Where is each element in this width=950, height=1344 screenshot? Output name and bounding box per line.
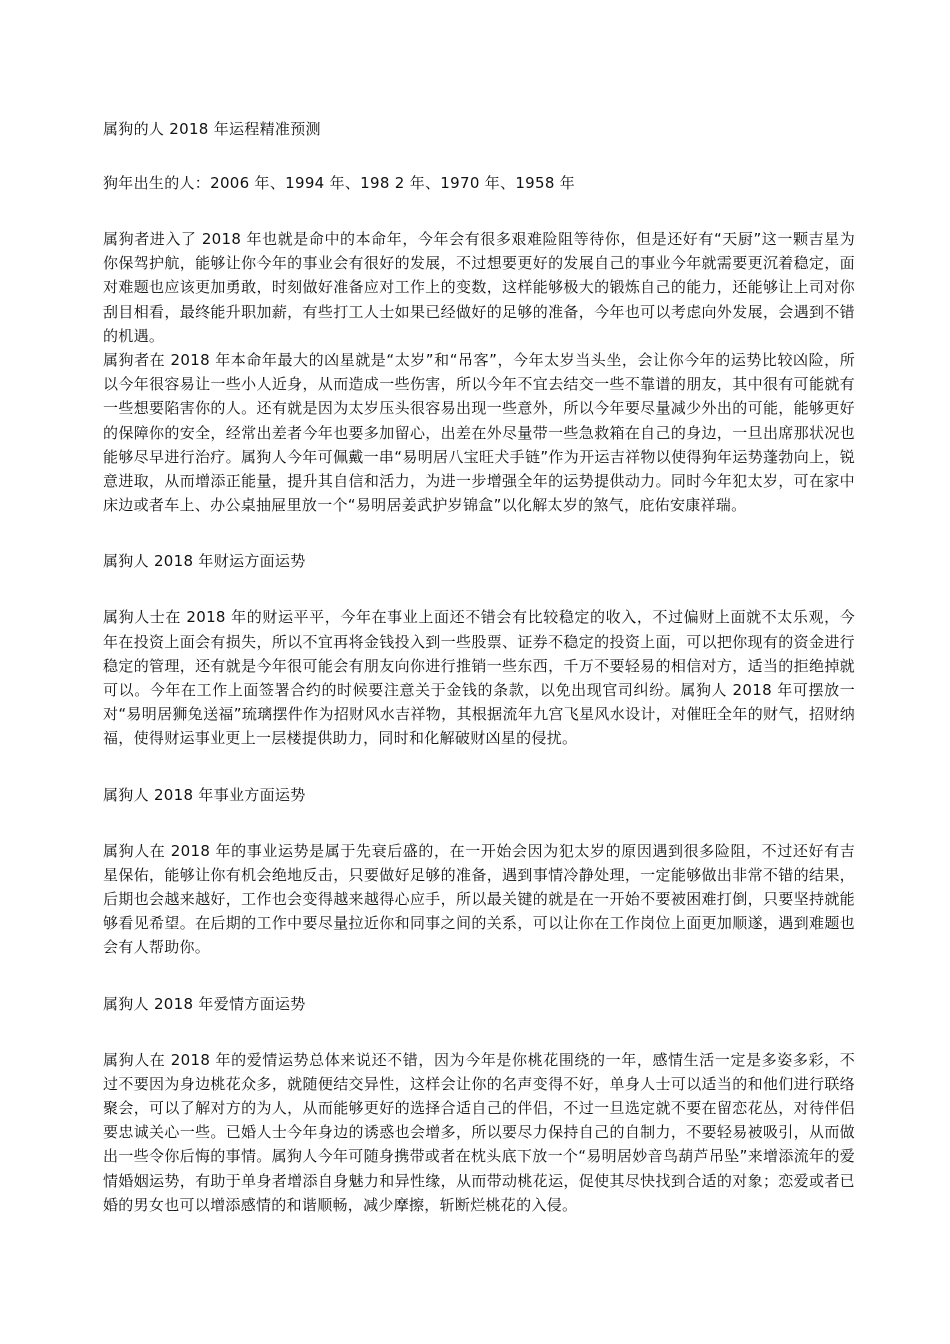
love-heading: 属狗人 2018 年爱情方面运势 <box>103 994 306 1013</box>
spacer <box>103 805 855 839</box>
wealth-paragraph: 属狗人士在 2018 年的财运平平，今年在事业上面还不错会有比较稳定的收入，不过偏财上面就不太乐观，今年在投资上面会有损失，所以不宜再将金钱投入到一些股票、证券不稳定的投资上面，可以把你现有的资金进行稳定的管理，还有就是今年很可能会有朋友向你进行推销一些东西，千万不要轻易的相信对方，适当的拒绝掉就可以。今年在工作上面签署合约的时候要注意关于金钱的条款，以免出现官司纠纷。属狗人 2018 年可摆放一对“易明居狮兔送福”琉璃摆件作为招财风水吉祥物，其根据流年九宫飞星风水设计，对催旺全年的财气，招财纳福，使得财运事业更上一层楼提供助力，同时和化解破财凶星的侵扰。 <box>103 608 855 748</box>
intro-paragraph-2: 属狗者在 2018 年本命年最大的凶星就是“太岁”和“吊客”，今年太岁当头坐，会让你今年的运势比较凶险，所以今年很容易让一些小人近身，从而造成一些伤害，所以今年不宜去结交一些不靠谱的朋友，其中很有可能就有一些想要陷害你的人。还有就是因为太岁压头很容易出现一些意外，所以今年要尽量减少外出的可能，能够更好的保障你的安全，经常出差者今年也要多加留心，出差在外尽量带一些急救箱在自己的身边，一旦出席那状况也能够尽早进行治疗。属狗人今年可佩戴一串“易明居八宝旺犬手链”作为开运吉祥物以使得狗年运势蓬勃向上，锐意进取，从而增添正能量，提升其自信和活力，为进一步增强全年的运势提供动力。同时今年犯太岁，可在家中床边或者车上、办公桌抽屉里放一个“易明居姜武护岁锦盒”以化解太岁的煞气，庇佑安康祥瑞。 <box>103 351 855 515</box>
career-heading: 属狗人 2018 年事业方面运势 <box>103 785 306 804</box>
wealth-heading: 属狗人 2018 年财运方面运势 <box>103 552 306 571</box>
love-paragraph: 属狗人在 2018 年的爱情运势总体来说还不错，因为今年是你桃花围绕的一年，感情生活一定是多姿多彩，不过不要因为身边桃花众多，就随便结交异性，这样会让你的名声变得不好，单身人士可以适当的和他们进行联络聚会，可以了解对方的为人，从而能够更好的选择合适自己的伴侣，不过一旦选定就不要在留恋花丛，对待伴侣要忠诚关心一些。已婚人士今年身边的诱惑也会增多，所以要尽力保持自己的自制力，不要轻易被吸引，从而做出一些令你后悔的事情。属狗人今年可随身携带或者在枕头底下放一个“易明居妙音鸟葫芦吊坠”来增添流年的爱情婚姻运势，有助于单身者增添自身魅力和异性缘，从而带动桃花运，促使其尽快找到合适的对象；恋爱或者已婚的男女也可以增添感情的和谐顺畅，减少摩擦，斩断烂桃花的入侵。 <box>103 1050 855 1214</box>
birth-years-line: 狗年出生的人：2006 年、1994 年、198 2 年、1970 年、1958 年 <box>103 174 576 192</box>
document-body <box>103 119 855 1217</box>
spacer <box>103 193 855 227</box>
spacer <box>103 960 855 994</box>
career-paragraph: 属狗人在 2018 年的事业运势是属于先衰后盛的，在一开始会因为犯太岁的原因遇到很多险阻，不过还好有吉星保佑，能够让你有机会绝地反击，只要做好足够的准备，遇到事情冷静处理，一定能够做出非常不错的结果，后期也会越来越好，工作也会变得越来越得心应手，所以最关键的就是在一开始不要被困难打倒，只要坚持就能够看见希望。在后期的工作中要尽量拉近你和同事之间的关系，可以让你在工作岗位上面更加顺遂，遇到难题也会有人帮助你。 <box>103 841 855 957</box>
document-title: 属狗的人 2018 年运程精准预测 <box>103 120 321 138</box>
spacer <box>103 517 855 551</box>
spacer <box>103 751 855 785</box>
spacer <box>103 139 855 173</box>
spacer <box>103 1014 855 1048</box>
spacer <box>103 571 855 605</box>
intro-paragraph-1: 属狗者进入了 2018 年也就是命中的本命年，今年会有很多艰难险阻等待你，但是还好有“天厨”这一颗吉星为你保驾护航，能够让你今年的事业会有很好的发展，不过想要更好的发展自己的事业今年就需要更沉着稳定，面对难题也应该更加勇敢，时刻做好准备应对工作上的变数，这样能够极大的锻炼自己的能力，还能够让上司对你刮目相看，最终能升职加薪，有些打工人士如果已经做好的足够的准备，今年也可以考虑向外发展，会遇到不错的机遇。 <box>103 230 855 345</box>
